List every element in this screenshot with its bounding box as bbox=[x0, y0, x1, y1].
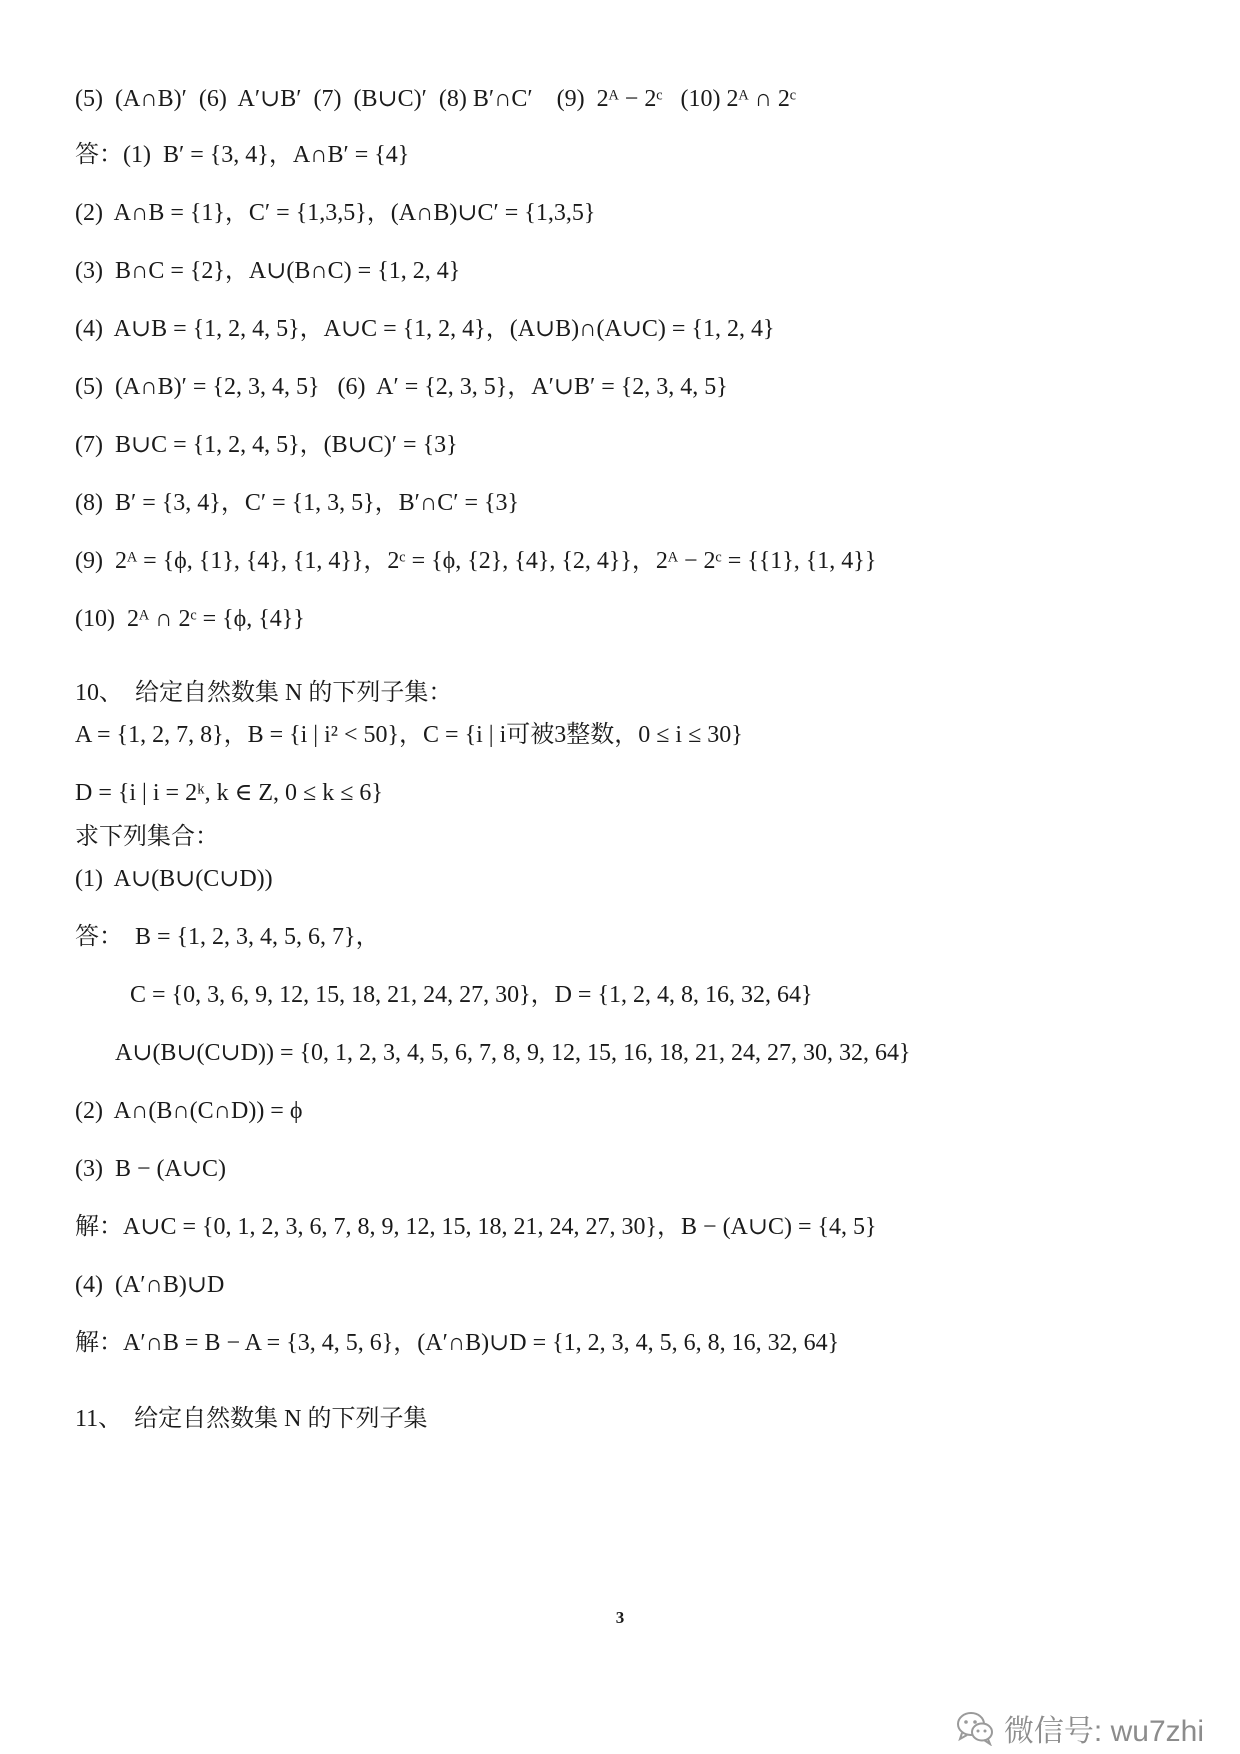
exercise-10-sets-abc: A = {1, 2, 7, 8}，B = {i | i² < 50}，C = {i | i可被3整数，0 ≤ i ≤ 30} bbox=[75, 722, 743, 748]
exercise-9-parts-5-10: (5) (A∩B)′ (6) A′∪B′ (7) (B∪C)′ (8) B′∩C′ (9) 2ᴬ − 2ᶜ (10) 2ᴬ ∩ 2ᶜ bbox=[75, 86, 797, 112]
exercise-10-answer-1-union: A∪(B∪(C∪D)) = {0, 1, 2, 3, 4, 5, 6, 7, 8, 9, 12, 15, 16, 18, 21, 24, 27, 30, 32, 64} bbox=[115, 1040, 911, 1066]
exercise-10-question-1: (1) A∪(B∪(C∪D)) bbox=[75, 866, 273, 892]
exercise-10-set-d: D = {i | i = 2ᵏ, k ∈ Z, 0 ≤ k ≤ 6} bbox=[75, 780, 383, 806]
exercise-10-question-3: (3) B − (A∪C) bbox=[75, 1156, 226, 1182]
answer-line-8: (8) B′ = {3, 4}，C′ = {1, 3, 5}，B′∩C′ = {3} bbox=[75, 490, 520, 516]
exercise-10-question-4: (4) (A′∩B)∪D bbox=[75, 1272, 225, 1298]
exercise-10-answer-1-b: 答： B = {1, 2, 3, 4, 5, 6, 7}， bbox=[75, 924, 380, 950]
answer-line-3: (3) B∩C = {2}，A∪(B∩C) = {1, 2, 4} bbox=[75, 258, 461, 284]
exercise-10-prompt: 求下列集合： bbox=[75, 824, 219, 850]
exercise-10-heading: 10、 给定自然数集 N 的下列子集： bbox=[75, 680, 453, 706]
page-number: 3 bbox=[615, 1608, 625, 1627]
answer-line-7: (7) B∪C = {1, 2, 4, 5}，(B∪C)′ = {3} bbox=[75, 432, 458, 458]
wechat-icon bbox=[956, 1710, 994, 1746]
exercise-10-solution-3: 解：A∪C = {0, 1, 2, 3, 6, 7, 8, 9, 12, 15, 18, 21, 24, 27, 30}，B − (A∪C) = {4, 5} bbox=[75, 1214, 877, 1240]
answer-line-10: (10) 2ᴬ ∩ 2ᶜ = {ϕ, {4}} bbox=[75, 606, 305, 632]
answer-line-4: (4) A∪B = {1, 2, 4, 5}，A∪C = {1, 2, 4}，(A∪B)∩(A∪C) = {1, 2, 4} bbox=[75, 316, 775, 342]
answer-line-2: (2) A∩B = {1}，C′ = {1,3,5}，(A∩B)∪C′ = {1,3,5} bbox=[75, 200, 596, 226]
watermark-text: 微信号: wu7zhi bbox=[1003, 1715, 1204, 1748]
exercise-10-solution-4: 解：A′∩B = B − A = {3, 4, 5, 6}，(A′∩B)∪D = {1, 2, 3, 4, 5, 6, 8, 16, 32, 64} bbox=[75, 1330, 840, 1356]
answer-line-9: (9) 2ᴬ = {ϕ, {1}, {4}, {1, 4}}，2ᶜ = {ϕ, {2}, {4}, {2, 4}}，2ᴬ − 2ᶜ = {{1}, {1, 4}} bbox=[75, 548, 877, 574]
answer-line-1: 答：(1) B′ = {3, 4}，A∩B′ = {4} bbox=[75, 142, 410, 168]
exercise-10-question-2: (2) A∩(B∩(C∩D)) = ϕ bbox=[75, 1098, 303, 1124]
watermark bbox=[956, 1706, 1204, 1750]
exercise-10-answer-1-cd: C = {0, 3, 6, 9, 12, 15, 18, 21, 24, 27, 30}，D = {1, 2, 4, 8, 16, 32, 64} bbox=[130, 982, 813, 1008]
exercise-11-heading: 11、 给定自然数集 N 的下列子集 bbox=[75, 1406, 428, 1432]
answer-line-5-6: (5) (A∩B)′ = {2, 3, 4, 5} (6) A′ = {2, 3, 5}，A′∪B′ = {2, 3, 4, 5} bbox=[75, 374, 728, 400]
